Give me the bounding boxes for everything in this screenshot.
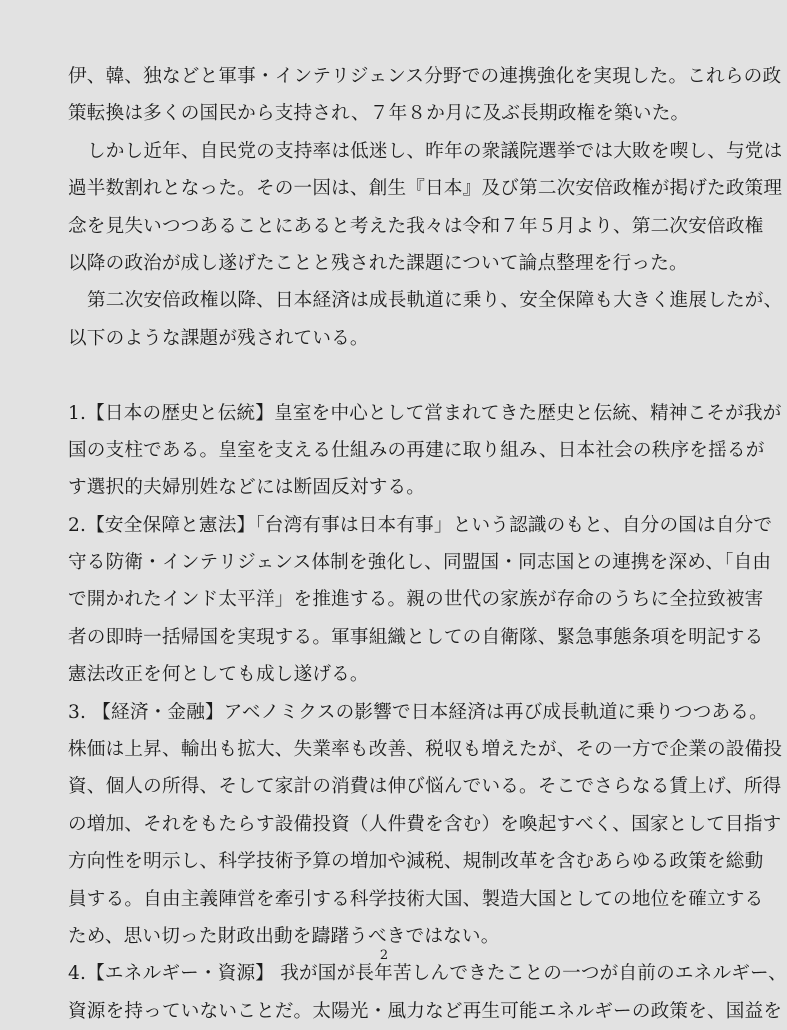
text-line: 資、個人の所得、そして家計の消費は伸び悩んでいる。そこでさらなる賃上げ、所得: [68, 776, 782, 798]
text-line: 第二次安倍政権以降、日本経済は成長軌道に乗り、安全保障も大きく進展したが、: [87, 290, 783, 312]
text-line: 国の支柱である。皇室を支える仕組みの再建に取り組み、日本社会の秩序を揺るが: [68, 439, 765, 461]
text-line: 以下のような課題が残されている。: [68, 327, 369, 349]
text-line: ため、思い切った財政出動を躊躇うべきではない。: [68, 925, 500, 947]
text-line: 3. 【経済・金融】アベノミクスの影響で日本経済は再び成長軌道に乗りつつある。: [68, 701, 768, 723]
text-line: 過半数割れとなった。その一因は、創生『日本』及び第二次安倍政権が掲げた政策理: [68, 178, 783, 200]
text-line: しかし近年、自民党の支持率は低迷し、昨年の衆議院選挙では大敗を喫し、与党は: [87, 140, 783, 162]
text-line: の増加、それをもたらす設備投資（人件費を含む）を喚起すべく、国家として目指す: [68, 813, 782, 835]
text-line: 2.【安全保障と憲法】「台湾有事は日本有事」という認識のもと、自分の国は自分で: [68, 514, 773, 536]
text-line: 以降の政治が成し遂げたことと残された課題について論点整理を行った。: [68, 252, 688, 274]
page-number: 2: [379, 948, 389, 963]
text-line: 念を見失いつつあることにあると考えた我々は令和７年５月より、第二次安倍政権: [68, 215, 764, 237]
document-body: [68, 58, 787, 1030]
text-line: 方向性を明示し、科学技術予算の増加や減税、規制改革を含むあらゆる政策を総動: [68, 851, 764, 873]
text-line: 策転換は多くの国民から支持され、７年８か月に及ぶ長期政権を築いた。: [68, 103, 690, 125]
text-line: す選択的夫婦別姓などには断固反対する。: [68, 477, 426, 499]
text-line: 1.【日本の歴史と伝統】皇室を中心として営まれてきた歴史と伝統、精神こそが我が: [68, 402, 782, 424]
text-line: で開かれたインド太平洋」を推進する。親の世代の家族が存命のうちに全拉致被害: [68, 589, 764, 611]
text-line: 4.【エネルギー・資源】 我が国が長年苦しんできたことの一つが自前のエネルギー、: [68, 963, 787, 985]
text-line: 守る防衛・インテリジェンス体制を強化し、同盟国・同志国との連携を深め、「自由: [68, 552, 772, 574]
paragraph-gap: [68, 357, 704, 394]
text-line: 者の即時一括帰国を実現する。軍事組織としての自衛隊、緊急事態条項を明記する: [68, 626, 764, 648]
text-line: 株価は上昇、輸出も拡大、失業率も改善、税収も増えたが、その一方で企業の設備投: [68, 739, 783, 761]
text-line: 員する。自由主義陣営を牽引する科学技術大国、製造大国としての地位を確立する: [68, 888, 764, 910]
text-line: 伊、韓、独などと軍事・インテリジェンス分野での連携強化を実現した。これらの政: [68, 66, 782, 87]
text-line: 憲法改正を何としても成し遂げる。: [68, 664, 369, 686]
text-line: 資源を持っていないことだ。太陽光・風力など再生可能エネルギーの政策を、国益を: [68, 1000, 783, 1022]
